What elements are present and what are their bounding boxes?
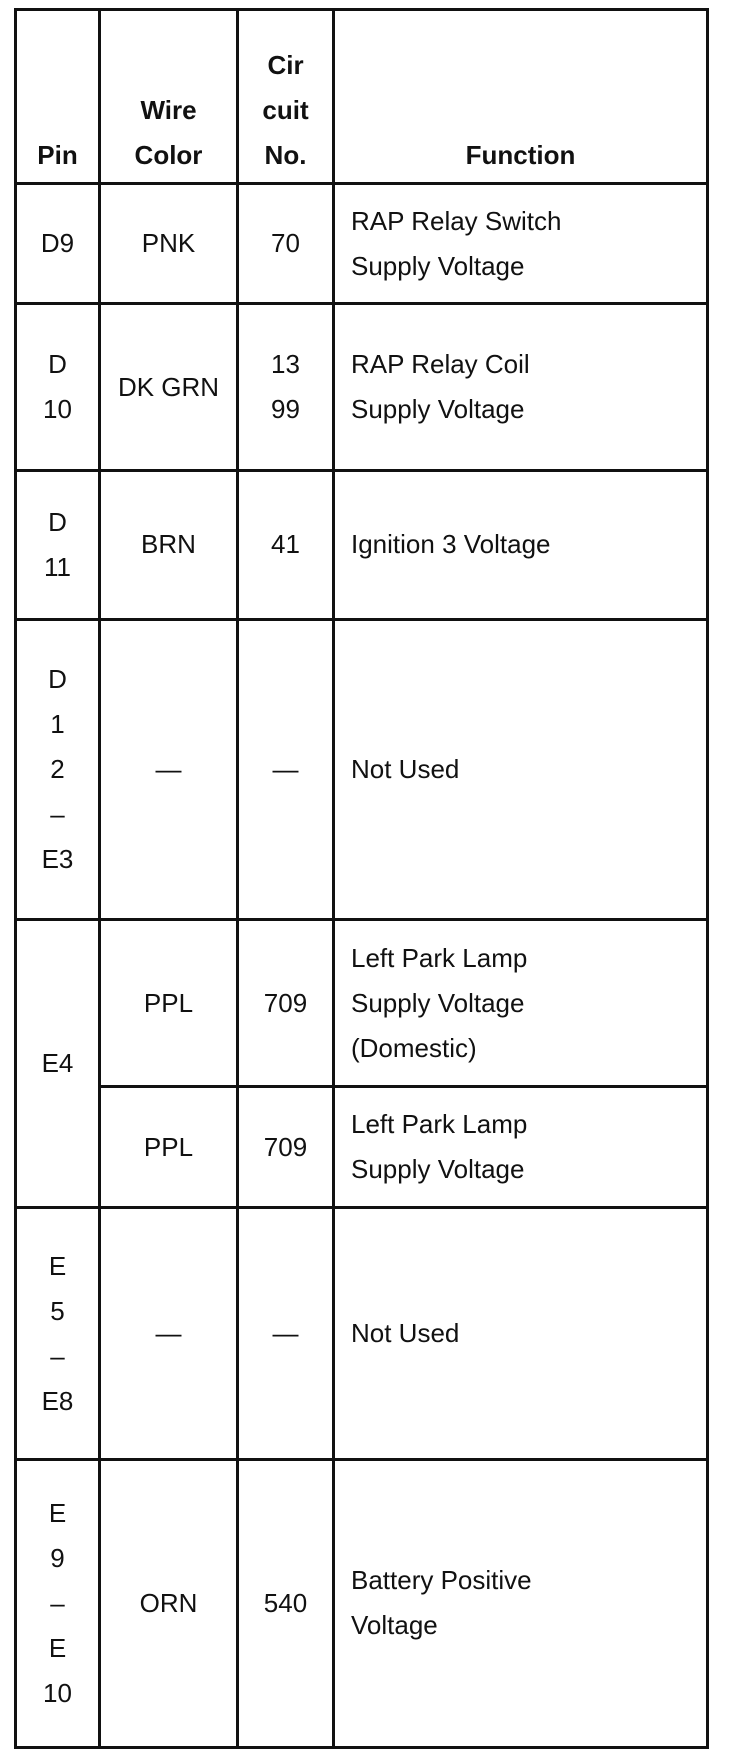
pin-cell bbox=[16, 471, 100, 619]
circuit-cell bbox=[238, 619, 334, 920]
function-cell-line: Not Used bbox=[351, 1318, 460, 1349]
table-row bbox=[16, 471, 708, 619]
circuit-cell-line: 70 bbox=[271, 228, 300, 259]
pin-cell-line: D bbox=[48, 663, 67, 694]
function-cell bbox=[334, 184, 708, 304]
circuit-cell-line: 13 bbox=[271, 349, 300, 380]
circuit-cell bbox=[238, 1208, 334, 1459]
pin-cell bbox=[16, 920, 100, 1208]
pin-cell-line: D9 bbox=[40, 228, 75, 259]
header-wire-color-line: Color bbox=[134, 140, 203, 170]
pin-cell-line: 10 bbox=[43, 1677, 72, 1708]
function-cell-line: Supply Voltage bbox=[351, 1154, 525, 1185]
header-function: Function bbox=[334, 10, 708, 184]
wire-color-cell: PNK bbox=[100, 184, 238, 304]
wire-color-cell: PPL bbox=[100, 1086, 238, 1207]
function-cell-line: Supply Voltage bbox=[351, 394, 525, 425]
function-cell-line: Voltage bbox=[351, 1610, 438, 1641]
pin-cell bbox=[16, 304, 100, 471]
function-cell-line: RAP Relay Switch bbox=[351, 205, 562, 236]
pin-cell-line: – bbox=[50, 1587, 65, 1618]
pin-cell bbox=[16, 1459, 100, 1747]
pin-cell-line: E3 bbox=[41, 843, 74, 874]
table-row bbox=[16, 920, 708, 1087]
wire-color-cell: BRN bbox=[100, 471, 238, 619]
function-cell-line: RAP Relay Coil bbox=[351, 349, 530, 380]
pin-cell bbox=[16, 1208, 100, 1459]
connector-pinout-table bbox=[14, 8, 709, 1749]
pin-cell-line: – bbox=[50, 798, 65, 829]
table-row bbox=[16, 619, 708, 920]
table-row bbox=[16, 184, 708, 304]
pin-cell-line: D bbox=[48, 349, 67, 380]
circuit-cell-line: — bbox=[272, 1318, 299, 1349]
circuit-cell bbox=[238, 920, 334, 1087]
function-cell bbox=[334, 1459, 708, 1747]
pin-cell-line: 11 bbox=[44, 551, 71, 582]
pin-cell-line: D bbox=[48, 506, 67, 537]
circuit-cell bbox=[238, 304, 334, 471]
pin-cell-line: – bbox=[50, 1340, 65, 1371]
table-row bbox=[16, 1086, 708, 1207]
wire-color-cell: — bbox=[100, 619, 238, 920]
pin-cell-line: E8 bbox=[41, 1385, 74, 1416]
circuit-cell bbox=[238, 1459, 334, 1747]
pin-cell bbox=[16, 184, 100, 304]
function-cell bbox=[334, 1208, 708, 1459]
function-cell-line: Supply Voltage bbox=[351, 987, 525, 1018]
function-cell bbox=[334, 619, 708, 920]
header-circuit-line: Cir bbox=[267, 50, 304, 80]
pin-cell-line: 1 bbox=[50, 708, 65, 739]
circuit-cell-line: 99 bbox=[271, 394, 300, 425]
header-circuit-no bbox=[238, 10, 334, 184]
pin-cell-line: 10 bbox=[43, 394, 72, 425]
table-body bbox=[16, 184, 708, 1748]
function-cell-line: Not Used bbox=[351, 753, 460, 784]
header-wire-color-line: Wire bbox=[140, 95, 197, 125]
header-circuit-line: No. bbox=[264, 140, 307, 170]
function-cell-line: Ignition 3 Voltage bbox=[351, 529, 551, 560]
pin-cell-line: 5 bbox=[50, 1295, 65, 1326]
table-row bbox=[16, 1208, 708, 1459]
header-circuit-line: cuit bbox=[262, 95, 309, 125]
header-pin: Pin bbox=[16, 10, 100, 184]
function-cell bbox=[334, 471, 708, 619]
pin-cell bbox=[16, 619, 100, 920]
circuit-cell bbox=[238, 1086, 334, 1207]
wire-color-cell: PPL bbox=[100, 920, 238, 1087]
function-cell-line: Battery Positive bbox=[351, 1565, 532, 1596]
circuit-cell-line: 540 bbox=[263, 1587, 308, 1618]
pin-cell-line: 2 bbox=[50, 753, 65, 784]
wire-color-cell: ORN bbox=[100, 1459, 238, 1747]
pin-cell-line: E bbox=[48, 1497, 67, 1528]
circuit-cell-line: 709 bbox=[263, 1131, 308, 1162]
pin-cell-line: 9 bbox=[50, 1542, 65, 1573]
circuit-cell-line: — bbox=[272, 753, 299, 784]
pin-cell-line: E bbox=[48, 1632, 67, 1663]
function-cell-line: (Domestic) bbox=[351, 1032, 477, 1063]
pin-cell-line: E4 bbox=[41, 1048, 74, 1079]
table-row bbox=[16, 304, 708, 471]
circuit-cell-line: 709 bbox=[263, 987, 308, 1018]
function-cell bbox=[334, 1086, 708, 1207]
header-row bbox=[16, 10, 708, 184]
function-cell-line: Supply Voltage bbox=[351, 250, 525, 281]
circuit-cell bbox=[238, 471, 334, 619]
circuit-cell-line: 41 bbox=[271, 529, 300, 560]
wire-color-cell: DK GRN bbox=[100, 304, 238, 471]
circuit-cell bbox=[238, 184, 334, 304]
wire-color-cell: — bbox=[100, 1208, 238, 1459]
function-cell bbox=[334, 304, 708, 471]
function-cell bbox=[334, 920, 708, 1087]
function-cell-line: Left Park Lamp bbox=[351, 1109, 528, 1140]
table-row bbox=[16, 1459, 708, 1747]
function-cell-line: Left Park Lamp bbox=[351, 942, 528, 973]
pin-cell-line: E bbox=[48, 1250, 67, 1281]
header-wire-color bbox=[100, 10, 238, 184]
